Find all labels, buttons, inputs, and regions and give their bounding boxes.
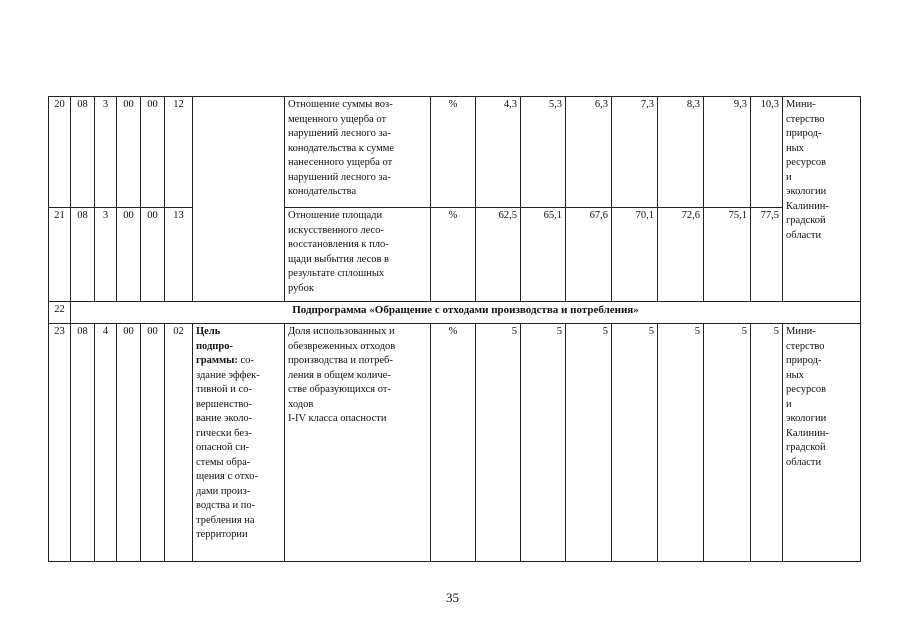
value-cell: 8,3	[658, 97, 704, 208]
row-number: 21	[49, 208, 71, 302]
value-cell: 10,3	[751, 97, 783, 208]
code-cell: 00	[117, 208, 141, 302]
subprogram-row	[49, 302, 861, 324]
value-cell: 5	[566, 324, 612, 562]
value-cell: 4,3	[476, 97, 521, 208]
value-cell: 5	[658, 324, 704, 562]
indicator-text: Отношение суммы воз- мещенного ущерба от нарушений лесного за- конодательства к сумме нанесенного ущерба от нарушений лесного за- конодательства	[285, 97, 431, 208]
value-cell: 65,1	[521, 208, 566, 302]
value-cell: 5	[612, 324, 658, 562]
code-cell: 00	[117, 324, 141, 562]
page-number: 35	[446, 590, 459, 605]
value-cell: 5,3	[521, 97, 566, 208]
code-cell: 08	[71, 97, 95, 208]
value-cell: 62,5	[476, 208, 521, 302]
code-cell: 3	[95, 208, 117, 302]
value-cell: 9,3	[704, 97, 751, 208]
row-number: 20	[49, 97, 71, 208]
indicator-text: Доля использованных и обезвреженных отходов производства и потреб- ления в общем количе- стве образующихся от- ходов I-IV класса опасности	[285, 324, 431, 562]
code-cell: 08	[71, 208, 95, 302]
value-cell: 5	[704, 324, 751, 562]
value-cell: 7,3	[612, 97, 658, 208]
value-cell: 77,5	[751, 208, 783, 302]
code-cell: 12	[165, 97, 193, 208]
unit-cell: %	[431, 208, 476, 302]
responsible-cell: Мини- стерство природ- ных ресурсов и экологии Калинин- градской области	[783, 324, 861, 562]
value-cell: 70,1	[612, 208, 658, 302]
value-cell: 5	[476, 324, 521, 562]
goal-text: со- здание эффек- тивной и со- вершенство- вание эколо- гически без- опасной си- стемы обра- щения с отхо- дами произ- водства и по- требления на территории	[196, 355, 260, 540]
code-cell: 08	[71, 324, 95, 562]
code-cell: 00	[117, 97, 141, 208]
row-number: 22	[49, 302, 71, 324]
value-cell: 72,6	[658, 208, 704, 302]
code-cell: 00	[141, 208, 165, 302]
value-cell: 67,6	[566, 208, 612, 302]
row-number: 23	[49, 324, 71, 562]
value-cell: 75,1	[704, 208, 751, 302]
table-row	[49, 97, 861, 208]
code-cell: 00	[141, 97, 165, 208]
code-cell: 4	[95, 324, 117, 562]
table-row	[49, 208, 861, 302]
unit-cell: %	[431, 324, 476, 562]
value-cell: 5	[521, 324, 566, 562]
goal-label: Цель подпро- граммы:	[196, 326, 238, 366]
indicators-table	[48, 96, 861, 562]
goal-cell-empty	[193, 97, 285, 302]
value-cell: 6,3	[566, 97, 612, 208]
code-cell: 02	[165, 324, 193, 562]
subprogram-title: Подпрограмма «Обращение с отходами производства и потребления»	[71, 302, 861, 324]
table-row	[49, 324, 861, 562]
code-cell: 00	[141, 324, 165, 562]
code-cell: 3	[95, 97, 117, 208]
responsible-cell: Мини- стерство природ- ных ресурсов и экологии Калинин- градской области	[783, 97, 861, 302]
indicator-text: Отношение площади искусственного лесо- восстановления к пло- щади выбытия лесов в результате сплошных рубок	[285, 208, 431, 302]
code-cell: 13	[165, 208, 193, 302]
value-cell: 5	[751, 324, 783, 562]
unit-cell: %	[431, 97, 476, 208]
goal-cell	[193, 324, 285, 562]
